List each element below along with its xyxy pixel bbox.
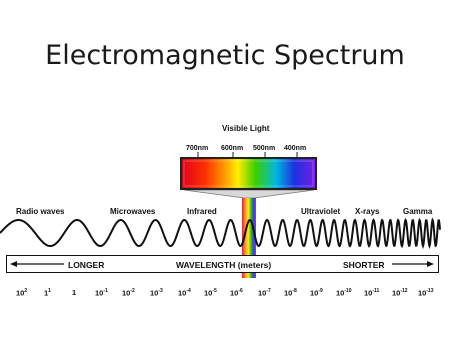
nm-label-400: 400nm — [284, 145, 307, 152]
scale-tick-label: $10^{-12}$ — [392, 288, 408, 298]
scale-tick-label: $10^{-2}$ — [122, 288, 135, 298]
scale-tick-label: $10^{-7}$ — [258, 288, 271, 298]
region-ultraviolet: Ultraviolet — [301, 207, 341, 216]
nm-label-500: 500nm — [253, 145, 276, 152]
region-microwaves: Microwaves — [110, 207, 156, 216]
region-infrared: Infrared — [187, 207, 217, 216]
scale-tick-label: $10^2$ — [16, 288, 28, 298]
visible-light-label: Visible Light — [222, 124, 270, 133]
scale-tick-label: $10^{-1}$ — [95, 288, 108, 298]
scale-tick-label: $10^{-4}$ — [178, 288, 191, 298]
scale-tick-label: $10^{-6}$ — [230, 288, 243, 298]
shorter-label: SHORTER — [343, 260, 385, 270]
wavelength-label: WAVELENGTH (meters) — [176, 260, 272, 270]
scale-tick-label: $10^{-8}$ — [284, 288, 297, 298]
page-title: Electromagnetic Spectrum — [45, 40, 405, 71]
scale-tick-label: $10^{-13}$ — [418, 288, 434, 298]
region-radio-waves: Radio waves — [16, 207, 65, 216]
longer-label: LONGER — [68, 260, 105, 270]
scale-tick-label: $10^{-11}$ — [364, 288, 380, 298]
nm-label-700: 700nm — [186, 145, 209, 152]
nm-label-600: 600nm — [221, 145, 244, 152]
region-x-rays: X-rays — [355, 207, 380, 216]
scale-tick-label: $10^{-3}$ — [150, 288, 163, 298]
region-gamma: Gamma — [403, 207, 433, 216]
scale-tick-label: $1^1$ — [44, 288, 51, 298]
scale-tick-label: 1 — [72, 288, 77, 297]
scale-tick-label: $10^{-10}$ — [336, 288, 352, 298]
scale-tick-label: $10^{-5}$ — [204, 288, 217, 298]
scale-tick-label: $10^{-9}$ — [310, 288, 323, 298]
